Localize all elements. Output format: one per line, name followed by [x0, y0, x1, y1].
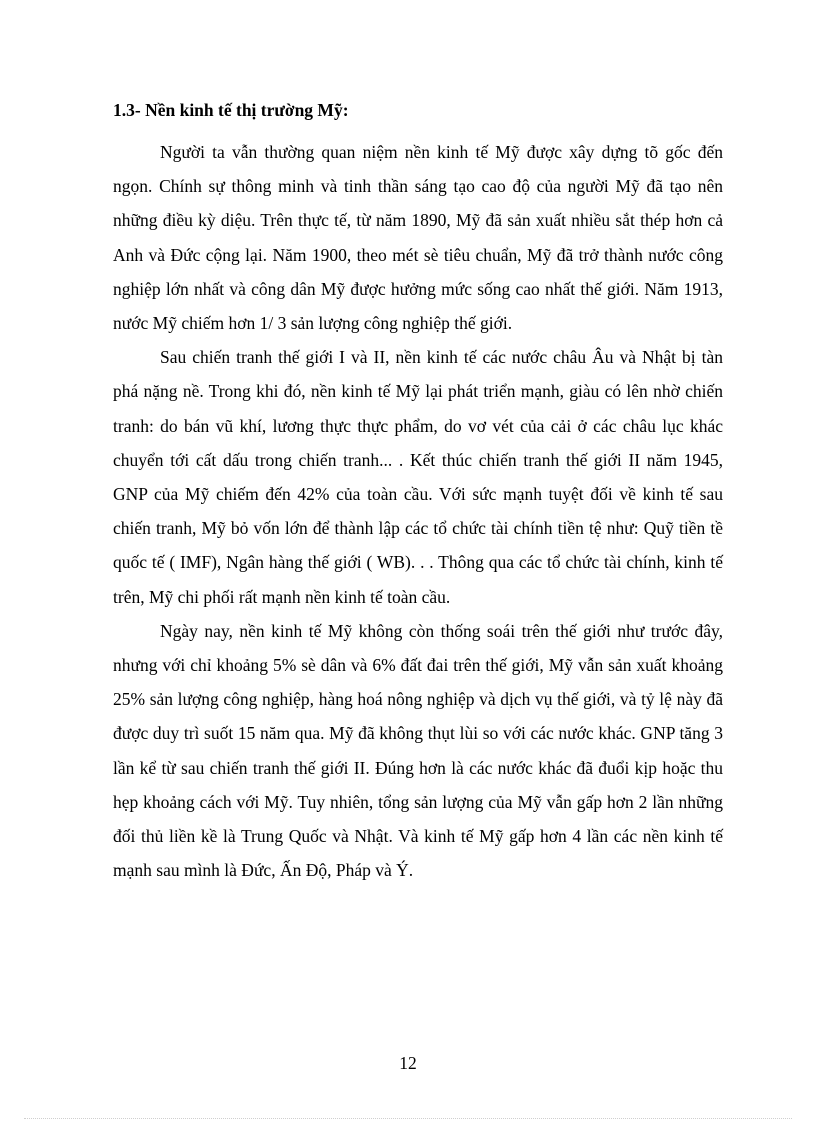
page-content	[113, 99, 723, 887]
paragraph-2: Sau chiến tranh thế giới I và II, nền kinh tế các nước châu Âu và Nhật bị tàn phá nặng nề. Trong khi đó, nền kinh tế Mỹ lại phát triển mạnh, giàu có lên nhờ chiến tranh: do bán vũ khí, lương thực thực phẩm, do vơ vét của cải ở các châu lục khác chuyển tới cất dấu trong chiến tranh... . Kết thúc chiến tranh thế giới II năm 1945, GNP của Mỹ chiếm đến 42% của toàn cầu. Với sức mạnh tuyệt đối về kinh tế sau chiến tranh, Mỹ bỏ vốn lớn để thành lập các tổ chức tài chính tiền tệ như: Quỹ tiền tề quốc tế ( IMF), Ngân hàng thế giới ( WB). . . Thông qua các tổ chức tài chính, kinh tế trên, Mỹ chi phối rất mạnh nền kinh tế toàn cầu.	[113, 347, 723, 607]
paragraph-3: Ngày nay, nền kinh tế Mỹ không còn thống soái trên thế giới như trước đây, nhưng với chỉ khoảng 5% sè dân và 6% đất đai trên thế giới, Mỹ vẫn sản xuất khoảng 25% sản lượng công nghiệp, hàng hoá nông nghiệp và dịch vụ thế giới, và tỷ lệ này đã được duy trì suốt 15 năm qua. Mỹ đã không thụt lùi so với các nước khác. GNP tăng 3 lần kể từ sau chiến tranh thế giới II. Đúng hơn là các nước khác đã đuổi kịp hoặc thu hẹp khoảng cách với Mỹ. Tuy nhiên, tổng sản lượng của Mỹ vẫn gấp hơn 2 lần những đối thủ liền kề là Trung Quốc và Nhật. Và kinh tế Mỹ gấp hơn 4 lần các nền kinh tế mạnh sau mình là Đức, Ấn Độ, Pháp và Ý.	[113, 620, 723, 881]
footer-divider	[24, 1118, 792, 1119]
section-heading: 1.3- Nền kinh tế thị trường Mỹ:	[113, 100, 349, 120]
page-number: 12	[399, 1053, 417, 1073]
paragraph-1: Người ta vẫn thường quan niệm nền kinh tế Mỹ được xây dựng tõ gốc đến ngọn. Chính sự thông minh và tinh thần sáng tạo cao độ của người Mỹ đã tạo nên những điều kỳ diệu. Trên thực tế, từ năm 1890, Mỹ đã sản xuất nhiều sắt thép hơn cả Anh và Đức cộng lại. Năm 1900, theo mét sè tiêu chuẩn, Mỹ đã trở thành nước công nghiệp lớn nhất và công dân Mỹ được hưởng mức sống cao nhất thế giới. Năm 1913, nước Mỹ chiếm hơn 1/ 3 sản lượng công nghiệp thế giới.	[113, 142, 723, 334]
